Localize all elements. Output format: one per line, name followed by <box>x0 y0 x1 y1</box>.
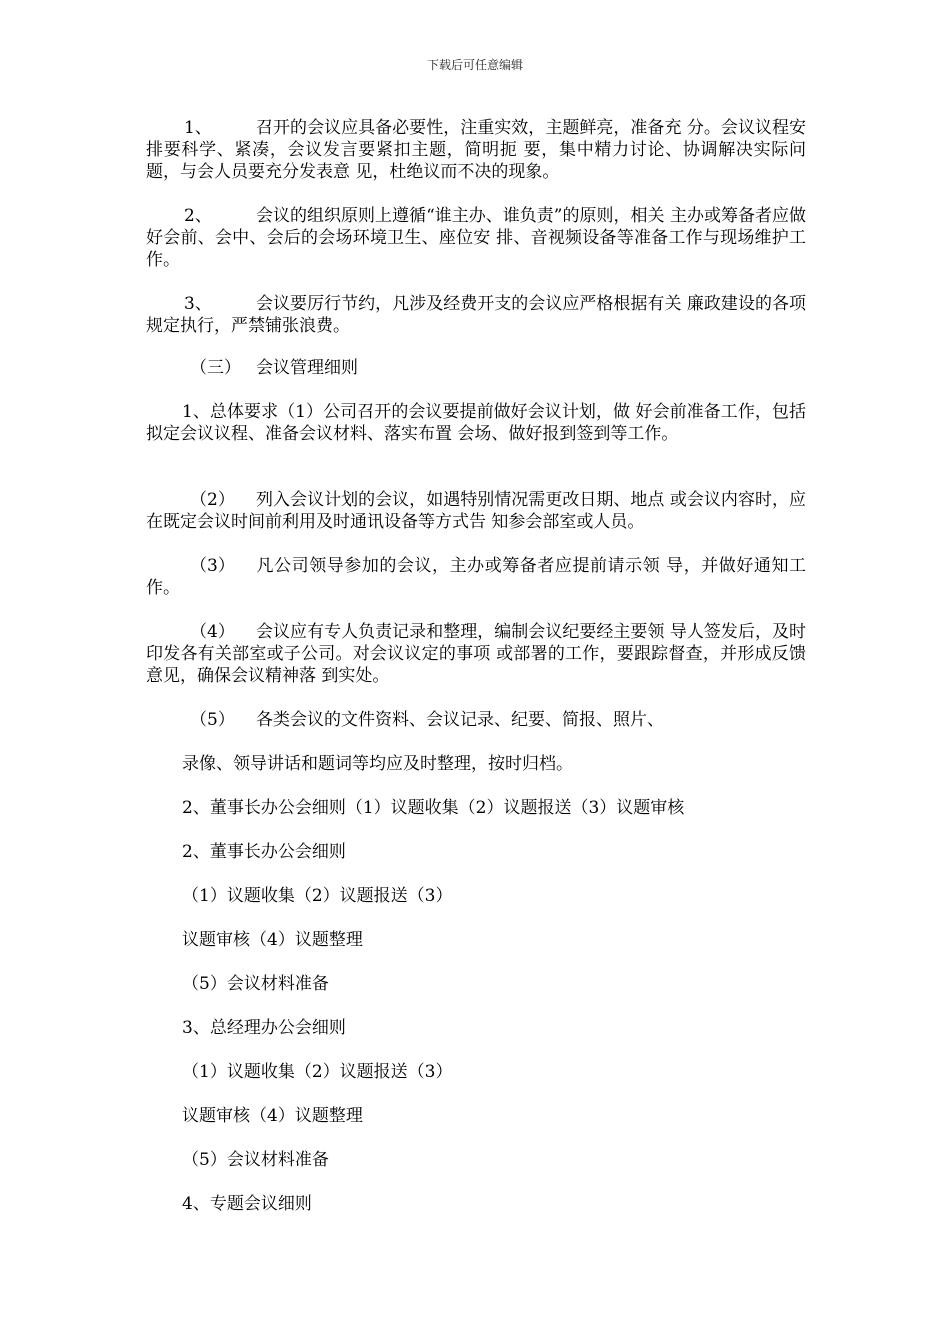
section-number: （三） <box>190 358 241 378</box>
text-line: 2、董事长办公会细则（1）议题收集（2）议题报送（3）议题审核 <box>182 798 685 818</box>
paragraph-item-4 <box>146 621 806 687</box>
section-heading <box>146 357 806 379</box>
paragraph-text: 列入会议计划的会议，如遇特别情况需更改日期、地点 或会议内容时，应在既定会议时间前利用及时通讯设备等方式告 知参会部室或人员。 <box>146 490 806 532</box>
text-line: 2、董事长办公会细则 <box>182 842 346 862</box>
text-line: 录像、领导讲话和题词等均应及时整理，按时归档。 <box>182 754 573 774</box>
page-header: 下载后可任意编辑 <box>426 58 523 72</box>
text-line: （5）会议材料准备 <box>182 1150 329 1170</box>
paragraph-text: 召开的会议应具备必要性，注重实效，主题鲜亮，准备充 分。会议议程安排要科学、紧凑，会议发言要紧扣主题，简明扼 要，集中精力讨论、协调解决实际问题，与会人员要充分发表意 见，杜绝议而不决的现象。 <box>146 118 806 182</box>
paragraph-text: 1、总体要求（1）公司召开的会议要提前做好会议计划，做 好会前准备工作，包括拟定会议议程、准备会议材料、落实布置 会场、做好报到签到等工作。 <box>146 402 806 444</box>
paragraph-number: （3） <box>190 556 235 576</box>
text-line: 议题审核（4）议题整理 <box>182 1106 363 1126</box>
text-line: 3、总经理办公会细则 <box>182 1018 346 1038</box>
paragraph-3 <box>146 293 806 337</box>
paragraph-number: 3、 <box>184 294 212 314</box>
text-line: （5）会议材料准备 <box>182 974 329 994</box>
text-line: 议题审核（4）议题整理 <box>182 930 363 950</box>
paragraph-number: 2、 <box>184 206 212 226</box>
paragraph-text: 会议要厉行节约，凡涉及经费开支的会议应严格根据有关 廉政建设的各项规定执行，严禁铺张浪费。 <box>146 294 806 336</box>
text-line: （1）议题收集（2）议题报送（3） <box>182 886 453 906</box>
section-title: 会议管理细则 <box>256 358 358 378</box>
text-line: 4、专题会议细则 <box>182 1194 312 1214</box>
paragraph-general-requirements <box>146 401 806 445</box>
paragraph-number: 1、 <box>184 118 212 138</box>
paragraph-1 <box>146 117 806 183</box>
paragraph-number: （2） <box>190 490 235 510</box>
paragraph-text: 凡公司领导参加的会议，主办或筹备者应提前请示领 导，并做好通知工作。 <box>146 556 806 598</box>
paragraph-item-5 <box>146 709 806 731</box>
paragraph-item-3 <box>146 555 806 599</box>
paragraph-item-2 <box>146 489 806 533</box>
paragraph-text: 会议应有专人负责记录和整理，编制会议纪要经主要领 导人签发后，及时印发各有关部室或子公司。对会议议定的事项 或部署的工作，要跟踪督查，并形成反馈意见，确保会议精神落 到实处。 <box>146 622 806 686</box>
paragraph-number: （4） <box>190 622 235 642</box>
paragraph-text: 会议的组织原则上遵循“谁主办、谁负责”的原则，相关 主办或筹备者应做好会前、会中、会后的会场环境卫生、座位安 排、音视频设备等准备工作与现场维护工作。 <box>146 206 806 270</box>
paragraph-number: （5） <box>190 710 235 730</box>
paragraph-text: 各类会议的文件资料、会议记录、纪要、简报、照片、 <box>256 710 664 730</box>
paragraph-2 <box>146 205 806 271</box>
text-line: （1）议题收集（2）议题报送（3） <box>182 1062 453 1082</box>
